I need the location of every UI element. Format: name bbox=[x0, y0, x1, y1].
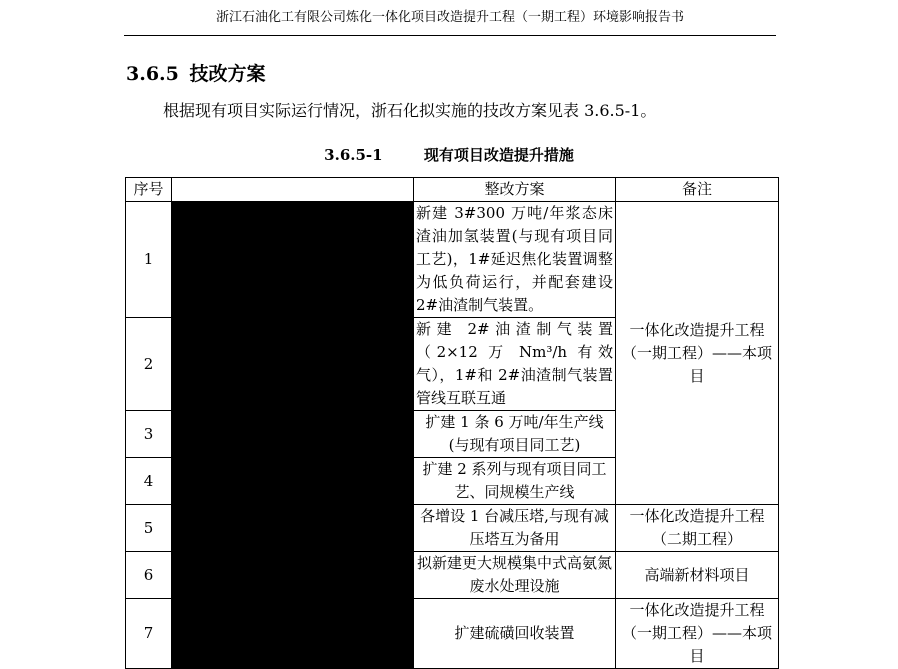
table-caption-number: 3.6.5-1 bbox=[324, 146, 383, 164]
header-rule bbox=[124, 35, 776, 36]
section-heading bbox=[126, 60, 266, 88]
intro-paragraph: 根据现有项目实际运行情况，浙石化拟实施的技改方案见表 3.6.5-1。 bbox=[163, 101, 657, 120]
section-number: 3.6.5 bbox=[126, 63, 179, 85]
redacted-column bbox=[172, 202, 414, 669]
row-plan: 扩建 2 系列与现有项目同工艺、同规模生产线 bbox=[414, 458, 616, 505]
row-number: 7 bbox=[126, 599, 172, 669]
row-number: 2 bbox=[126, 318, 172, 411]
row-number: 1 bbox=[126, 202, 172, 318]
col-header-note: 备注 bbox=[616, 178, 779, 202]
running-header: 浙江石油化工有限公司炼化一体化项目改造提升工程（一期工程）环境影响报告书 bbox=[215, 10, 684, 25]
row-note: 一体化改造提升工程（二期工程） bbox=[616, 505, 779, 552]
row-plan: 拟新建更大规模集中式高氨氮废水处理设施 bbox=[414, 552, 616, 599]
section-title: 技改方案 bbox=[189, 63, 266, 85]
row-number: 6 bbox=[126, 552, 172, 599]
row-note: 一体化改造提升工程（一期工程）——本项目 bbox=[616, 202, 779, 505]
table-header-row bbox=[126, 178, 779, 202]
row-number: 4 bbox=[126, 458, 172, 505]
table-caption bbox=[0, 144, 898, 166]
measures-table bbox=[125, 177, 779, 669]
redacted-header-cell bbox=[172, 178, 414, 202]
row-plan: 扩建 1 条 6 万吨/年生产线(与现有项目同工艺) bbox=[414, 411, 616, 458]
row-note: 高端新材料项目 bbox=[616, 552, 779, 599]
row-number: 3 bbox=[126, 411, 172, 458]
row-note: 一体化改造提升工程（一期工程）——本项目 bbox=[616, 599, 779, 669]
col-header-plan: 整改方案 bbox=[414, 178, 616, 202]
row-plan: 扩建硫磺回收装置 bbox=[414, 599, 616, 669]
row-number: 5 bbox=[126, 505, 172, 552]
row-plan: 各增设 1 台减压塔,与现有减压塔互为备用 bbox=[414, 505, 616, 552]
table-caption-title: 现有项目改造提升措施 bbox=[423, 146, 574, 164]
table-row bbox=[126, 202, 779, 318]
row-plan: 新建 3#300 万吨/年浆态床渣油加氢装置(与现有项目同工艺)，1#延迟焦化装置调整为低负荷运行，并配套建设 2#油渣制气装置。 bbox=[414, 202, 616, 318]
col-header-no: 序号 bbox=[126, 178, 172, 202]
row-plan: 新建 2#油渣制气装置（2×12 万 Nm³/h 有效气），1#和 2#油渣制气装置管线互联互通 bbox=[414, 318, 616, 411]
